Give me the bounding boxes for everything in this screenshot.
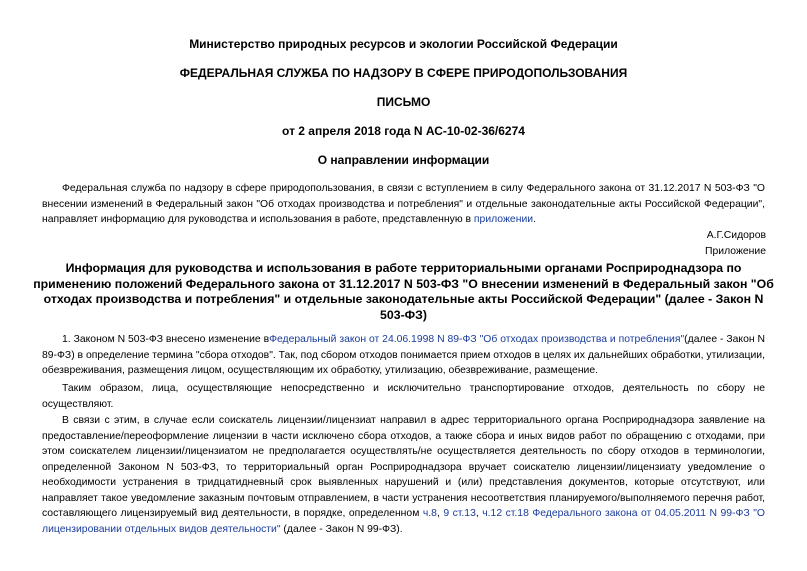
- ministry-heading: Министерство природных ресурсов и экологии Российской Федерации: [189, 37, 618, 51]
- intro-paragraph: [42, 181, 765, 228]
- law-89-fz-link[interactable]: Федеральный закон от 24.06.1998 N 89-ФЗ: [269, 334, 477, 345]
- p3-comma-2: ,: [475, 508, 483, 519]
- appendix-link[interactable]: приложении: [473, 214, 534, 225]
- appendix-title: Информация для руководства и использования в работе территориальными органами Росприроднадзора по применению положений Федерального закона от 31.12.2017 N 503-ФЗ "О внесении изменений в Федеральный закон "Об отходах производства и потребления" и отдельные законодательные акты Российской Федерации" (далее - Закон N 503-ФЗ): [33, 261, 774, 322]
- p3-text-start: В связи с этим, в случае если соискатель лицензии/лицензиат направил в адрес территориального органа Росприроднадзора заявление на предоставление/переоформление лицензии в части исключено сбора отходов, а также сбора и иных видов работ по обращению с отходами, при этом соискателем лицензии/лицензиатом не предполагается осуществлять/не осуществляется деятельность по сбору отходов в терминологии, определенной Законом N 503-ФЗ, то территориальный орган Росприроднадзора вручает соискателю лицензии/лицензиату уведомление о необходимости устранения в тридцатидневный срок выявленных нарушений и (или) представления документов, которые отсутствуют, или направляет такое уведомление заказным почтовым отправлением, в части устранения несоответствия планируемого/выполняемого перечня работ, составляющего лицензируемый вид деятельности, в порядке, определенном: [42, 415, 765, 519]
- waste-law-title-link[interactable]: "Об отходах производства и потребления": [479, 334, 685, 345]
- intro-text: Федеральная служба по надзору в сфере природопользования, в связи с вступлением в силу Федерального закона от 31.12.2017 N 503-ФЗ "О внесении изменений в Федеральный закон "Об отходах производства и потребления" и отдельные законодательные акты Российской Федерации", направляет информацию для руководства и использования в работе, представленную в: [42, 183, 765, 225]
- paragraph-3: [42, 413, 765, 537]
- art-13-link[interactable]: 9 ст.13: [443, 508, 476, 519]
- paragraph-1: [42, 332, 765, 379]
- appendix-label: Приложение: [705, 246, 766, 257]
- paragraph-2: Таким образом, лица, осуществляющие непосредственно и исключительно транспортирование отходов, деятельность по сбору не осуществляют.: [42, 383, 765, 410]
- p3-text-end: (далее - Закон N 99-ФЗ).: [280, 523, 403, 535]
- signature: А.Г.Сидоров: [706, 230, 766, 241]
- part-8-link[interactable]: ч.8: [422, 508, 437, 519]
- p1-text-end: (далее - Закон N 89-ФЗ) в определение термина "сбора отходов". Так, под сбором отходов понимается прием отходов в целях их дальнейших обработки, утилизации, обезвреживания, размещения лицом, осуществляющим их обработку, утилизацию, обезвреживание, размещение.: [42, 334, 765, 376]
- p3-comma-1: ,: [436, 508, 444, 519]
- doc-type-heading: ПИСЬМО: [376, 95, 431, 109]
- licensing-law-title-link[interactable]: "О лицензировании отдельных видов деятельности": [42, 508, 766, 535]
- p1-text-start: 1. Законом N 503-ФЗ внесено изменение в: [62, 334, 270, 345]
- subject-heading: О направлении информации: [317, 153, 490, 167]
- service-heading: ФЕДЕРАЛЬНАЯ СЛУЖБА ПО НАДЗОРУ В СФЕРЕ ПРИРОДОПОЛЬЗОВАНИЯ: [179, 66, 628, 80]
- law-99-fz-link[interactable]: ч.12 ст.18 Федерального закона от 04.05.2011 N 99-ФЗ: [482, 508, 750, 519]
- intro-end: .: [533, 214, 536, 225]
- date-number-heading: от 2 апреля 2018 года N АС-10-02-36/6274: [282, 124, 525, 138]
